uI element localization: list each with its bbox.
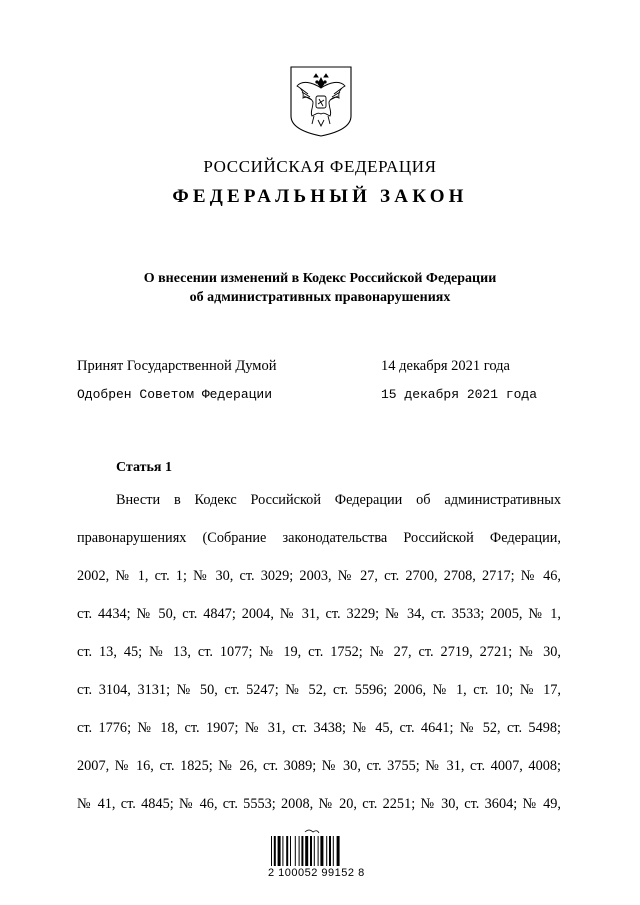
document-type: ФЕДЕРАЛЬНЫЙ ЗАКОН <box>172 186 468 207</box>
article-text-line: № 41, ст. 4845; № 46, ст. 5553; 2008, № 20, ст. 2251; № 30, ст. 3604; № 49, <box>77 796 561 812</box>
article-text-line: ст. 1776; № 18, ст. 1907; № 31, ст. 3438; № 45, ст. 4641; № 52, ст. 5498; <box>77 720 561 736</box>
article-text-line: 2007, № 16, ст. 1825; № 26, ст. 3089; № 30, ст. 3755; № 31, ст. 4007, 4008; <box>77 758 561 774</box>
duma-adoption-label: Принят Государственной Думой <box>77 358 277 374</box>
law-title <box>60 269 580 307</box>
country-name: РОССИЙСКАЯ ФЕДЕРАЦИЯ <box>203 157 437 176</box>
article-text-line: правонарушениях (Собрание законодательства Российской Федерации, <box>77 530 561 546</box>
article-text-line: 2002, № 1, ст. 1; № 30, ст. 3029; 2003, № 27, ст. 2700, 2708, 2717; № 46, <box>77 568 561 584</box>
law-title-line-2: об административных правонарушениях <box>189 290 451 305</box>
article-heading: Статья 1 <box>116 460 172 475</box>
article-text-line: Внести в Кодекс Российской Федерации об административных <box>116 492 561 508</box>
article-text-line: ст. 13, 45; № 13, ст. 1077; № 19, ст. 1752; № 27, ст. 2719, 2721; № 30, <box>77 644 561 660</box>
article-text-line: ст. 3104, 3131; № 50, ст. 5247; № 52, ст. 5596; 2006, № 1, ст. 10; № 17, <box>77 682 561 698</box>
council-approval-label: Одобрен Советом Федерации <box>77 387 273 402</box>
article-text-line: ст. 4434; № 50, ст. 4847; 2004, № 31, ст. 3229; № 34, ст. 3533; 2005, № 1, <box>77 606 561 622</box>
duma-adoption-date: 14 декабря 2021 года <box>381 358 510 374</box>
law-title-line-1: О внесении изменений в Кодекс Российской Федерации <box>143 271 497 286</box>
council-approval-date: 15 декабря 2021 года <box>381 387 538 402</box>
barcode-number: 2 100052 99152 8 <box>268 867 365 879</box>
coat-of-arms-icon <box>288 64 354 138</box>
